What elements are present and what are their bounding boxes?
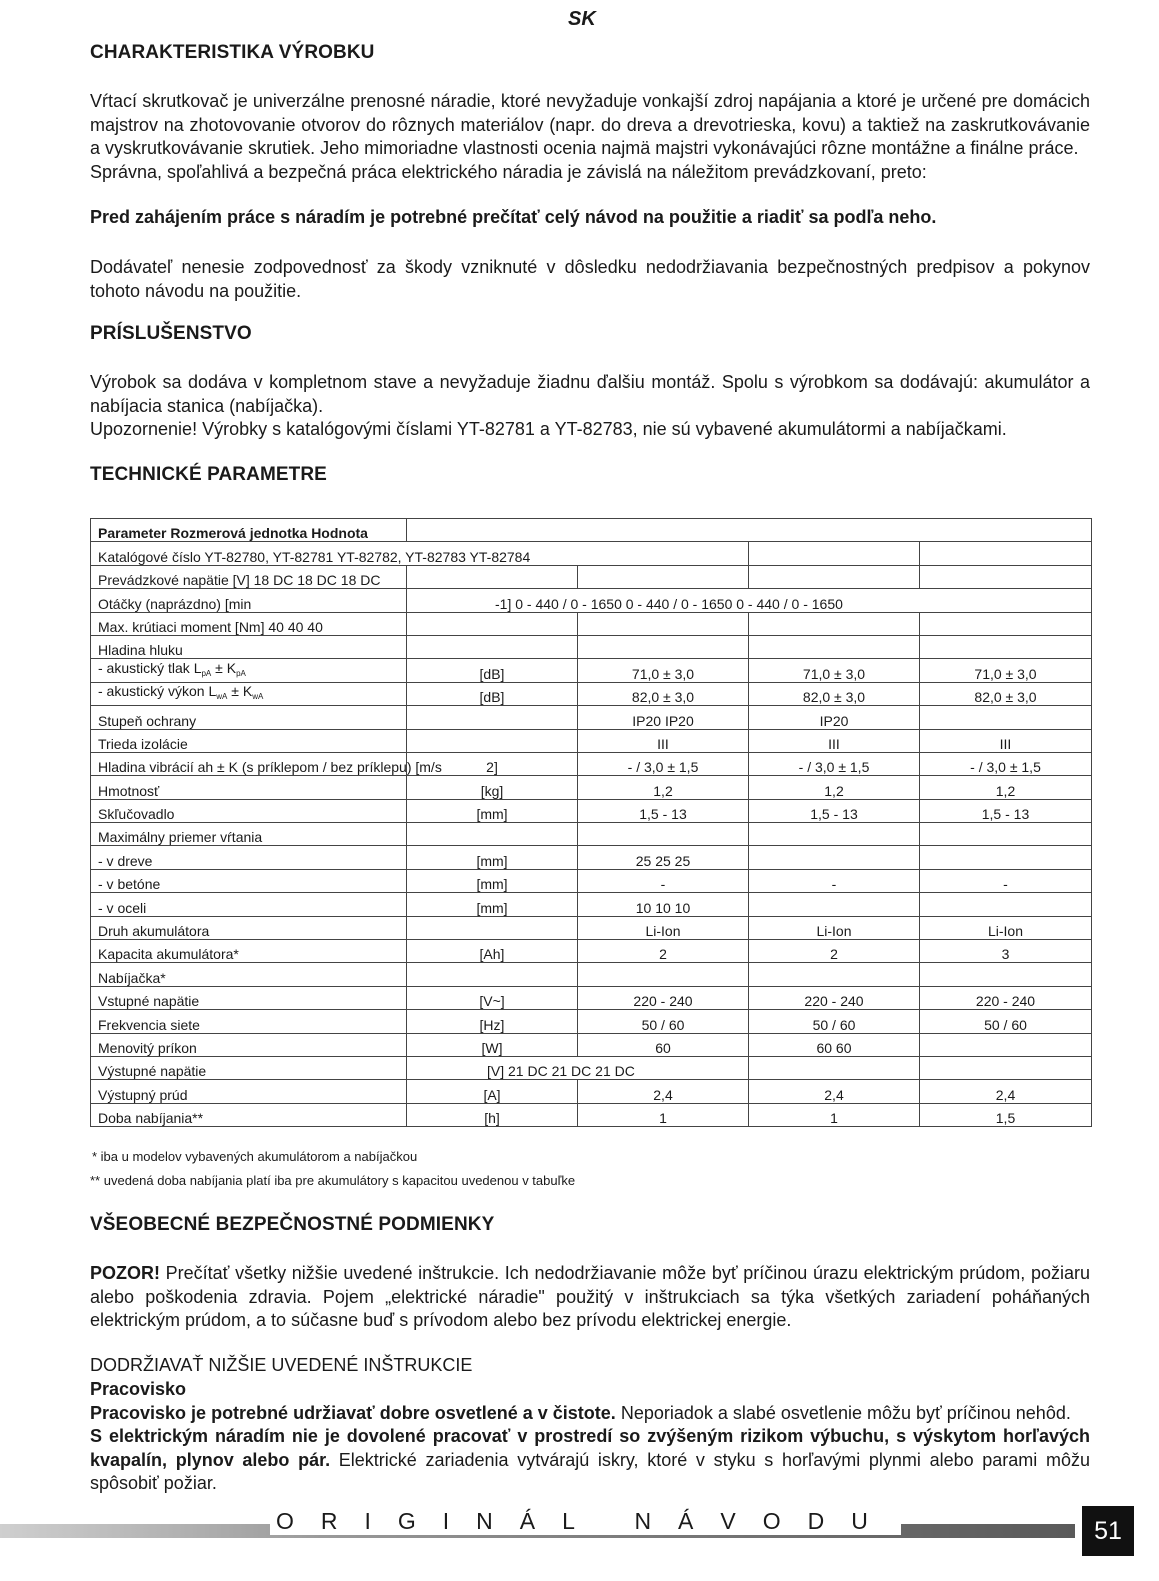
table-row — [91, 1103, 1092, 1126]
table-header: Parameter Rozmerová jednotka Hodnota — [91, 519, 407, 542]
table-row — [91, 1080, 1092, 1103]
table-cell: [A] — [407, 1080, 578, 1103]
table-cell: III — [920, 729, 1092, 752]
catalog-row: Katalógové číslo YT-82780, YT-82781 YT-82782, YT-82783 YT-82784 — [91, 542, 578, 565]
table-cell: Hmotnosť — [91, 776, 407, 799]
intro-paragraph-4: Dodávateľ nenesie zodpovednosť za škody vzniknuté v dôsledku nedodržiavania bezpečnostných predpisov a pokynov tohoto návodu na použitie. — [90, 257, 1090, 301]
table-row — [91, 542, 1092, 565]
table-cell: 10 10 10 — [578, 893, 749, 916]
table-row — [91, 682, 1092, 705]
safety-follow-instructions: DODRŽIAVAŤ NIŽŠIE UVEDENÉ INŠTRUKCIE — [90, 1355, 473, 1375]
heading-technical: TECHNICKÉ PARAMETRE — [90, 464, 327, 485]
table-row — [91, 963, 1092, 986]
table-cell: [h] — [407, 1103, 578, 1126]
footer-title: ORIGINÁL NÁVODU — [270, 1508, 901, 1535]
table-cell: 1,2 — [920, 776, 1092, 799]
table-row — [91, 846, 1092, 869]
table-row — [91, 635, 1092, 658]
table-cell: 2,4 — [749, 1080, 920, 1103]
table-cell: 50 / 60 — [578, 1010, 749, 1033]
table-cell: 1,5 - 13 — [920, 799, 1092, 822]
table-cell: 2] — [407, 752, 578, 775]
table-cell: - — [749, 869, 920, 892]
voltage-row: Prevádzkové napätie [V] 18 DC 18 DC 18 DC — [91, 565, 407, 588]
table-cell: 220 - 240 — [920, 986, 1092, 1009]
table-cell: III — [578, 729, 749, 752]
table-cell: - / 3,0 ± 1,5 — [578, 752, 749, 775]
table-cell: - — [578, 869, 749, 892]
workplace-paragraph-2: S elektrickým náradím nie je dovolené pracovať v prostredí so zvýšeným rizikom výbuchu, s výskytom horľavých kvapalín, plynov alebo pár. Elektrické zariadenia vytvárajú iskry, ktoré v styku s horľavými plynmi alebo parami môžu spôsobiť požiar. — [90, 1426, 1090, 1493]
table-cell: Výstupný prúd — [91, 1080, 407, 1103]
table-cell: [mm] — [407, 893, 578, 916]
table-cell: [mm] — [407, 799, 578, 822]
table-cell: 2 — [578, 940, 749, 963]
table-cell: Kapacita akumulátora* — [91, 940, 407, 963]
table-cell: [W] — [407, 1033, 578, 1056]
table-row — [91, 1033, 1092, 1056]
table-row — [91, 519, 1092, 542]
sound-power-unit: [dB] — [407, 682, 578, 705]
table-cell: 71,0 ± 3,0 — [578, 659, 749, 682]
table-cell: - — [920, 869, 1092, 892]
table-cell: [kg] — [407, 776, 578, 799]
speed-values: -1] 0 - 440 / 0 - 1650 0 - 440 / 0 - 1650 0 - 440 / 0 - 1650 — [407, 589, 1092, 612]
table-cell: 2 — [749, 940, 920, 963]
heading-safety: VŠEOBECNÉ BEZPEČNOSTNÉ PODMIENKY — [90, 1214, 495, 1235]
table-cell: IP20 IP20 — [578, 706, 749, 729]
table-cell: 220 - 240 — [578, 986, 749, 1009]
accessories-paragraph-2: Upozornenie! Výrobky s katalógovými číslami YT-82781 a YT-82783, nie sú vybavené akumulátormi a nabíjačkami. — [90, 419, 1007, 439]
table-row — [91, 729, 1092, 752]
table-cell: 1,2 — [749, 776, 920, 799]
table-cell: 1,5 — [920, 1103, 1092, 1126]
table-cell: IP20 — [749, 706, 920, 729]
table-cell: - / 3,0 ± 1,5 — [749, 752, 920, 775]
table-row — [91, 565, 1092, 588]
table-cell: 71,0 ± 3,0 — [920, 659, 1092, 682]
table-cell: 82,0 ± 3,0 — [920, 682, 1092, 705]
table-row — [91, 659, 1092, 682]
table-cell: 1,5 - 13 — [578, 799, 749, 822]
table-cell: [V~] — [407, 986, 578, 1009]
table-cell: Li-Ion — [920, 916, 1092, 939]
workplace-paragraph-1: Pracovisko je potrebné udržiavať dobre osvetlené a v čistote. Neporiadok a slabé osvetlenie môžu byť príčinou nehôd. — [90, 1403, 1071, 1423]
torque-row: Max. krútiaci moment [Nm] 40 40 40 — [91, 612, 407, 635]
table-row — [91, 986, 1092, 1009]
table-cell: [Hz] — [407, 1010, 578, 1033]
table-cell: 60 60 — [749, 1033, 920, 1056]
table-cell: Trieda izolácie — [91, 729, 407, 752]
table-cell: Doba nabíjania** — [91, 1103, 407, 1126]
table-cell: - v betóne — [91, 869, 407, 892]
table-cell: Menovitý príkon — [91, 1033, 407, 1056]
table-cell: 1,2 — [578, 776, 749, 799]
sound-pressure-unit: [dB] — [407, 659, 578, 682]
table-row — [91, 1010, 1092, 1033]
sound-pressure-label: - akustický tlak $L_{pA} \pm K_{pA}$ — [91, 659, 407, 682]
heading-accessories: PRÍSLUŠENSTVO — [90, 323, 252, 344]
table-cell: 50 / 60 — [749, 1010, 920, 1033]
table-cell: 1 — [578, 1103, 749, 1126]
noise-title: Hladina hluku — [91, 635, 407, 658]
table-row — [91, 916, 1092, 939]
table-cell: [Ah] — [407, 940, 578, 963]
table-row — [91, 823, 1092, 846]
workplace-heading: Pracovisko — [90, 1379, 187, 1399]
table-cell: - v dreve — [91, 846, 407, 869]
table-row — [91, 589, 1092, 612]
table-cell: Frekvencia siete — [91, 1010, 407, 1033]
table-cell: Li-Ion — [749, 916, 920, 939]
page-number: 51 — [1082, 1506, 1134, 1556]
table-cell: [mm] — [407, 846, 578, 869]
table-row — [91, 869, 1092, 892]
safety-warning-paragraph: POZOR! Prečítať všetky nižšie uvedené inštrukcie. Ich nedodržiavanie môže byť príčinou úrazu elektrickým prúdom, požiaru alebo poškodenia zdravia. Pojem „elektrické náradie" použitý v inštrukciach sa týka všetkých zariadení poháňaných elektrickým prúdom, a to súčasne buď s prívodom alebo bez prívodu elektrickej energie. — [90, 1263, 1090, 1330]
table-cell: 82,0 ± 3,0 — [749, 682, 920, 705]
heading-characteristics: CHARAKTERISTIKA VÝROBKU — [90, 42, 375, 63]
table-cell: 25 25 25 — [578, 846, 749, 869]
table-cell: Skľučovadlo — [91, 799, 407, 822]
footnote-2: ** uvedená doba nabíjania platí iba pre akumulátory s kapacitou uvedenou v tabuľke — [90, 1173, 576, 1188]
table-cell: Výstupné napätie — [91, 1056, 407, 1079]
table-row — [91, 752, 1092, 775]
table-cell: [mm] — [407, 869, 578, 892]
sound-power-label: - akustický výkon $L_{wA} \pm K_{wA}$ — [91, 682, 407, 705]
table-row — [91, 893, 1092, 916]
table-cell: - v oceli — [91, 893, 407, 916]
technical-parameters-table — [90, 518, 1092, 1127]
language-code: SK — [568, 8, 596, 30]
table-cell: 82,0 ± 3,0 — [578, 682, 749, 705]
table-cell: III — [749, 729, 920, 752]
table-cell: 50 / 60 — [920, 1010, 1092, 1033]
intro-paragraph-1: Vŕtací skrutkovač je univerzálne prenosné náradie, ktoré nevyžaduje vonkajší zdroj napájania a ktoré je určené pre domácich majstrov na zhotovovanie otvorov do rôznych materiálov (napr. do dreva a drevotrieska, kovu) a taktiež na zaskrutkovávanie a vyskrutkovávanie skrutiek. Jeho mimoriadne vlastnosti ocenia najmä majstri vykonávajúci rôzne montážne a finálne práce. — [90, 91, 1090, 158]
table-cell: 60 — [578, 1033, 749, 1056]
intro-paragraph-2: Správna, spoľahlivá a bezpečná práca elektrického náradia je závislá na náležitom prevádzkovaní, preto: — [90, 162, 927, 182]
table-cell: Hladina vibrácií ah ± K (s príklepom / bez príklepu) [m/s — [91, 752, 407, 775]
table-row — [91, 706, 1092, 729]
intro-paragraph-3: Pred zahájením práce s náradím je potrebné prečítať celý návod na použitie a riadiť sa podľa neho. — [90, 207, 937, 227]
table-cell: Vstupné napätie — [91, 986, 407, 1009]
table-cell: 220 - 240 — [749, 986, 920, 1009]
table-cell: 2,4 — [578, 1080, 749, 1103]
table-cell: [V] 21 DC 21 DC 21 DC — [407, 1056, 749, 1079]
table-cell: Maximálny priemer vŕtania — [91, 823, 407, 846]
accessories-paragraph-1: Výrobok sa dodáva v kompletnom stave a nevyžaduje žiadnu ďalšiu montáž. Spolu s výrobkom sa dodávajú: akumulátor a nabíjacia stanica (nabíjačka). — [90, 372, 1090, 416]
table-cell: - / 3,0 ± 1,5 — [920, 752, 1092, 775]
table-cell: 2,4 — [920, 1080, 1092, 1103]
table-cell: Li-Ion — [578, 916, 749, 939]
table-row — [91, 1056, 1092, 1079]
table-cell: Druh akumulátora — [91, 916, 407, 939]
footnote-1: * iba u modelov vybavených akumulátorom a nabíjačkou — [92, 1149, 418, 1164]
table-row — [91, 612, 1092, 635]
table-cell: 3 — [920, 940, 1092, 963]
table-row — [91, 799, 1092, 822]
table-cell: 71,0 ± 3,0 — [749, 659, 920, 682]
table-cell: 1 — [749, 1103, 920, 1126]
table-row — [91, 776, 1092, 799]
table-cell: 1,5 - 13 — [749, 799, 920, 822]
table-cell: Nabíjačka* — [91, 963, 407, 986]
speed-label: Otáčky (naprázdno) [min — [91, 589, 407, 612]
table-cell: Stupeň ochrany — [91, 706, 407, 729]
table-row — [91, 940, 1092, 963]
